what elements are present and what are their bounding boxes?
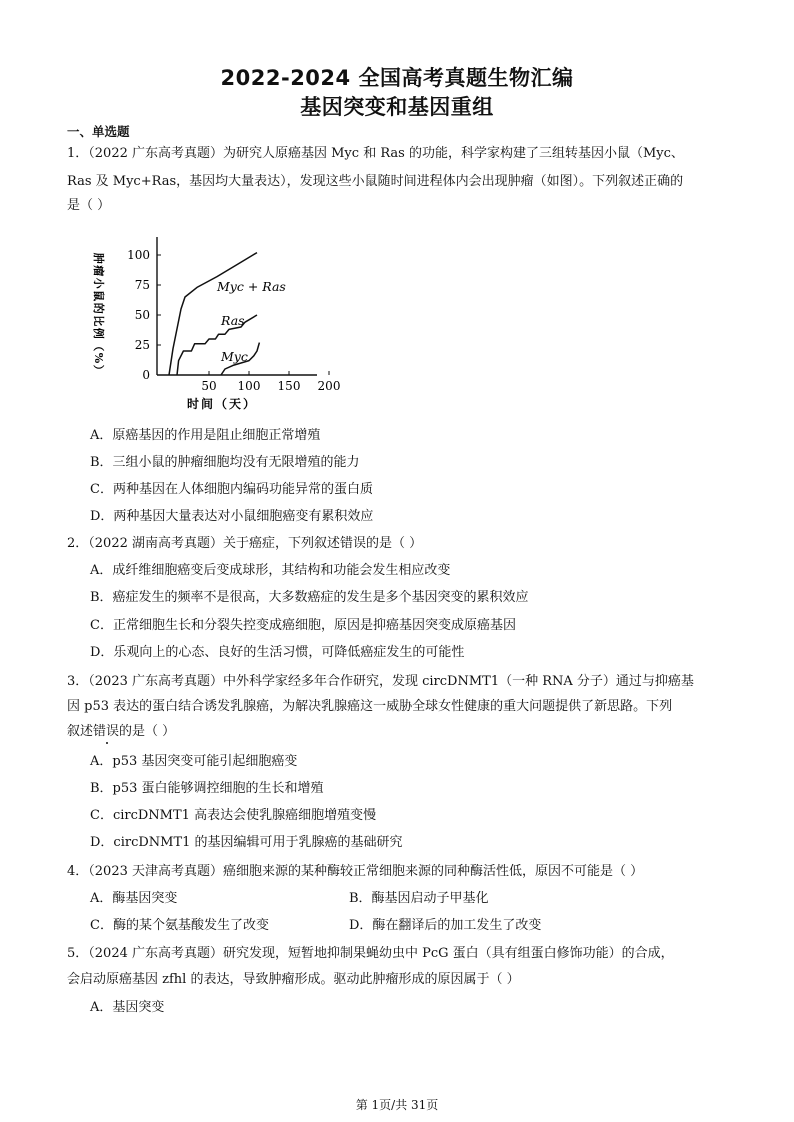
y-tick-label: 100 <box>127 248 150 262</box>
q3-stem-suffix: 的是（ ） <box>119 724 176 739</box>
y-tick-label: 50 <box>134 308 150 322</box>
q3-stem-prefix: 叙述 <box>67 724 94 739</box>
q3-option-c: C．circDNMT1 高表达会使乳腺癌细胞增殖变慢 <box>90 808 377 823</box>
q1-stem-line3: 是（ ） <box>67 198 111 213</box>
series-line-ras <box>177 315 257 375</box>
y-tick-label: 75 <box>134 278 150 292</box>
y-tick-label: 0 <box>142 368 150 382</box>
x-tick-label: 150 <box>277 379 301 393</box>
q1-option-b: B．三组小鼠的肿瘤细胞均没有无限增殖的能力 <box>90 455 360 470</box>
q3-stem-line1: 3．（2023 广东高考真题）中外科学家经多年合作研究，发现 circDNMT1（一种 RNA 分子）通过与抑癌基 <box>67 674 694 689</box>
q1-stem-line1: 1．（2022 广东高考真题）为研究人原癌基因 Myc 和 Ras 的功能，科学家构建了三组转基因小鼠（Myc、 <box>67 146 684 161</box>
q4-option-b: B．酶基因启动子甲基化 <box>349 891 489 906</box>
q4-option-c: C．酶的某个氨基酸发生了改变 <box>90 918 269 933</box>
q3-emphasis-text: 错误 <box>93 724 120 739</box>
q5-stem-line2: 会启动原癌基因 zfhl 的表达，导致肿瘤形成。驱动此肿瘤形成的原因属于（ ） <box>67 972 520 987</box>
q4-option-d: D．酶在翻译后的加工发生了改变 <box>349 918 542 933</box>
page-title-line2: 基因突变和基因重组 <box>300 95 494 119</box>
x-axis-label: 时间（天） <box>187 397 258 411</box>
emphasis-dot <box>106 742 108 744</box>
x-tick-label: 50 <box>201 379 217 393</box>
q2-option-a: A．成纤维细胞癌变后变成球形，其结构和功能会发生相应改变 <box>90 563 451 578</box>
series-label-myc-ras: Myc + Ras <box>217 279 286 294</box>
q2-option-c: C．正常细胞生长和分裂失控变成癌细胞，原因是抑癌基因突变成原癌基因 <box>90 618 516 633</box>
q3-option-b: B．p53 蛋白能够调控细胞的生长和增殖 <box>90 781 324 796</box>
q2-stem-line1: 2．（2022 湖南高考真题）关于癌症，下列叙述错误的是（ ） <box>67 536 423 551</box>
page-footer: 第 1页/共 31页 <box>355 1098 439 1112</box>
q3-emphasis-word <box>93 724 119 739</box>
series-label-myc: Myc <box>221 349 248 364</box>
y-tick-label: 25 <box>134 338 150 352</box>
q1-option-d: D．两种基因大量表达对小鼠细胞癌变有累积效应 <box>90 509 374 524</box>
q2-option-d: D．乐观向上的心态、良好的生活习惯，可降低癌症发生的可能性 <box>90 645 465 660</box>
q3-stem-line3 <box>67 724 175 740</box>
q1-stem-line2: Ras 及 Myc+Ras，基因均大量表达），发现这些小鼠随时间进程体内会出现肿瘤（如图）。下列叙述正确的 <box>67 174 684 189</box>
q3-option-d: D．circDNMT1 的基因编辑可用于乳腺癌的基础研究 <box>90 835 403 850</box>
q5-stem-line1: 5．（2024 广东高考真题）研究发现，短暂地抑制果蝇幼虫中 PcG 蛋白（具有组蛋白修饰功能）的合成， <box>67 946 674 961</box>
q1-option-c: C．两种基因在人体细胞内编码功能异常的蛋白质 <box>90 482 373 497</box>
tumor-chart <box>75 225 341 415</box>
page-title-line1: 2022-2024 全国高考真题生物汇编 <box>220 66 574 90</box>
q4-option-a: A．酶基因突变 <box>90 891 178 906</box>
q3-stem-line2: 因 p53 表达的蛋白结合诱发乳腺癌，为解决乳腺癌这一威胁全球女性健康的重大问题提供了新思路。下列 <box>67 699 673 714</box>
y-axis-label: 肿瘤小鼠的比例（%） <box>92 252 105 378</box>
x-tick-label: 200 <box>317 379 341 393</box>
series-label-ras: Ras <box>221 313 245 328</box>
q3-option-a: A．p53 基因突变可能引起细胞癌变 <box>90 754 298 769</box>
q4-stem-line1: 4．（2023 天津高考真题）癌细胞来源的某种酶较正常细胞来源的同种酶活性低，原因不可能是（ ） <box>67 864 644 879</box>
q5-option-a: A．基因突变 <box>90 1000 165 1015</box>
section-heading: 一、单选题 <box>67 124 130 139</box>
q2-option-b: B．癌症发生的频率不是很高，大多数癌症的发生是多个基因突变的累积效应 <box>90 590 529 605</box>
x-tick-label: 100 <box>237 379 261 393</box>
q1-option-a: A．原癌基因的作用是阻止细胞正常增殖 <box>90 428 321 443</box>
